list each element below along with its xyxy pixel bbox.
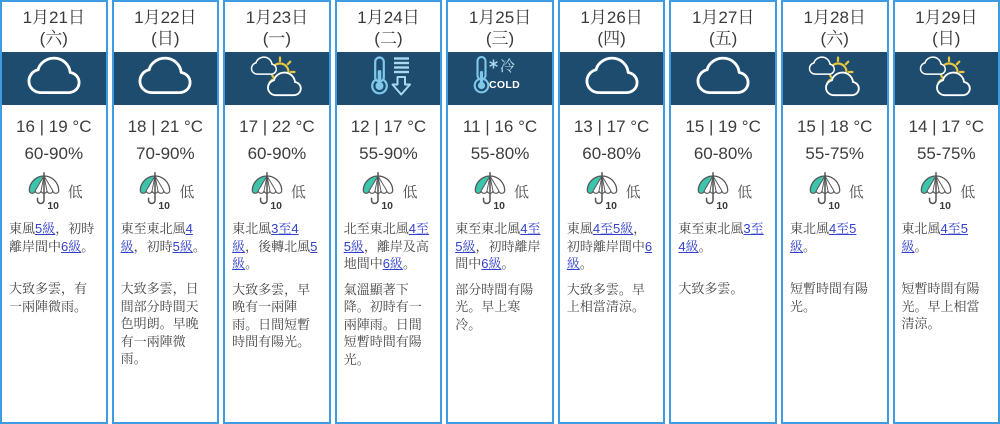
wind-text-segment: 。 — [402, 256, 416, 272]
umbrella-psr-icon — [694, 170, 732, 212]
psr-level-label: 低 — [737, 183, 753, 201]
sun-behind-clouds-icon — [915, 53, 977, 99]
wind-text-segment: 東至東北風 — [455, 221, 521, 236]
wind-text-segment: 。 — [698, 238, 712, 254]
psr-level-label: 低 — [290, 183, 306, 201]
date-label: 1月23日 — [245, 8, 309, 27]
date-label: 1月27日 — [691, 8, 755, 27]
weather-description: 大致多雲，日間部分時間天色明朗。早晚有一兩陣微雨。 — [120, 281, 199, 367]
wind-force-link[interactable]: 4至5級 — [592, 221, 634, 236]
wind-text-segment: ，後轉北風 — [245, 238, 311, 254]
wind-force-link[interactable]: 6級 — [481, 256, 502, 272]
rain-probability-row — [671, 170, 775, 212]
date-label: 1月24日 — [357, 8, 420, 27]
temperature-range: 12 | 17 °C — [350, 117, 427, 136]
weather-description: 氣溫顯著下降。初時有一兩陣雨。日間短暫時間有陽光。 — [343, 281, 422, 367]
wind-force-link[interactable]: 5級 — [35, 221, 56, 236]
weather-icon-slot — [359, 55, 417, 102]
down-arrow-icon — [393, 77, 411, 95]
sun-behind-clouds-icon — [246, 53, 308, 99]
forecast-day-card — [893, 0, 1000, 424]
wind-text-segment: 東北風 — [901, 221, 941, 236]
weather-description: 大致多雲。早上相當清涼。 — [566, 281, 645, 315]
weather-icon-band — [448, 52, 552, 105]
umbrella-psr-icon — [471, 170, 509, 212]
wind-text-segment: 東北風 — [232, 221, 272, 236]
psr-level-label: 低 — [625, 183, 641, 201]
wind-forecast-text — [121, 220, 211, 272]
cloudy-icon — [584, 55, 640, 97]
psr-level-label: 低 — [960, 183, 976, 201]
sun-behind-clouds-icon — [804, 53, 866, 99]
wind-text-segment: ，初時離岸間中 — [9, 221, 95, 254]
psr-level-label: 低 — [179, 183, 195, 201]
humidity-range: 60-80% — [693, 144, 753, 163]
weekday-label: (四) — [597, 29, 626, 48]
wind-text-segment: 東北風 — [789, 221, 829, 236]
weather-icon-band — [114, 52, 218, 105]
weather-description: 短暫時間有陽光。 — [789, 281, 868, 314]
umbrella-psr-icon — [359, 170, 397, 212]
weather-description: 短暫時間有陽光。早上相當清涼。 — [901, 281, 980, 332]
psr-level-label: 低 — [514, 183, 530, 201]
wind-forecast-text — [232, 220, 322, 273]
card-date-header — [337, 2, 441, 52]
wind-force-link[interactable]: 4至5級 — [455, 221, 541, 254]
wind-force-link[interactable]: 3至4級 — [678, 221, 764, 254]
card-date-header — [560, 2, 664, 52]
weekday-label: (一) — [262, 29, 292, 48]
wind-force-link[interactable]: 5級 — [232, 238, 318, 272]
forecast-day-card — [669, 0, 777, 424]
humidity-range: 55-75% — [916, 144, 976, 163]
date-label: 1月26日 — [580, 8, 643, 27]
umbrella-number-label: 10 — [828, 201, 840, 212]
date-label: 1月29日 — [915, 8, 978, 27]
wind-text-segment: 。 — [802, 238, 816, 254]
humidity-range: 60-80% — [582, 144, 641, 163]
weather-icon-slot — [137, 55, 193, 102]
date-label: 1月22日 — [134, 8, 197, 27]
rain-probability-row — [337, 170, 441, 212]
card-date-header — [2, 2, 106, 52]
weather-description: 大致多雲，有一兩陣微雨。 — [9, 281, 88, 314]
psr-level-label: 低 — [67, 183, 83, 201]
temperature-range: 13 | 17 °C — [573, 117, 650, 136]
wind-force-link[interactable]: 5級 — [172, 238, 193, 254]
psr-level-label: 低 — [848, 183, 864, 201]
weather-icon-band — [2, 52, 106, 105]
weather-description: 大致多雲。 — [678, 281, 744, 296]
forecast-day-card — [781, 0, 889, 424]
weather-icon-slot — [584, 55, 640, 102]
temperature-range: 17 | 22 °C — [239, 117, 315, 136]
temperature-range: 15 | 18 °C — [796, 117, 873, 136]
cold-label-zh: 冷 — [500, 58, 516, 75]
weather-description: 大致多雲，早晚有一兩陣雨。日間短暫時間有陽光。 — [232, 281, 311, 350]
wind-force-link[interactable]: 4級 — [120, 221, 193, 254]
wind-force-link[interactable]: 6級 — [566, 238, 653, 272]
forecast-day-card — [446, 0, 554, 424]
weather-icon-slot — [26, 55, 82, 102]
snowflake-icon — [490, 60, 498, 69]
card-date-header — [783, 2, 887, 52]
wind-text-segment: 。 — [245, 256, 259, 272]
weather-icon-slot — [246, 53, 308, 104]
weather-icon-slot — [915, 53, 977, 104]
wind-forecast-text — [678, 220, 768, 272]
wind-forecast-text — [902, 220, 992, 272]
cloudy-icon — [26, 55, 82, 97]
temperature-range: 14 | 17 °C — [908, 117, 985, 136]
umbrella-psr-icon — [806, 170, 844, 212]
wind-forecast-text — [567, 220, 657, 273]
wind-text-segment: 東風 — [9, 221, 36, 236]
wind-forecast-text — [455, 220, 545, 273]
cold-label-en: COLD — [489, 79, 520, 91]
weather-icon-slot — [695, 55, 751, 102]
temperature-drop-icon — [359, 55, 417, 97]
temperature-range: 15 | 19 °C — [685, 117, 761, 136]
wind-text-segment: 。 — [501, 256, 515, 272]
weekday-label: (日) — [151, 29, 180, 48]
rain-probability-row — [895, 170, 999, 212]
wind-text-segment: 。 — [192, 238, 206, 254]
weekday-label: (六) — [820, 29, 849, 48]
wind-forecast-text — [344, 220, 434, 273]
cloudy-icon — [137, 55, 193, 97]
wind-forecast-text — [9, 220, 99, 272]
umbrella-number-label: 10 — [939, 201, 952, 212]
rain-probability-row — [225, 170, 329, 212]
umbrella-number-label: 10 — [604, 201, 617, 212]
date-label: 1月21日 — [22, 8, 85, 27]
forecast-day-card — [112, 0, 220, 424]
wind-force-link[interactable]: 3至4級 — [232, 221, 299, 254]
forecast-day-card — [558, 0, 666, 424]
card-date-header — [448, 2, 552, 52]
wind-text-segment: ，離岸及高地間中 — [343, 238, 429, 272]
umbrella-psr-icon — [248, 170, 286, 212]
wind-text-segment: 。 — [81, 238, 95, 254]
weather-icon-band — [225, 52, 329, 105]
weather-icon-slot — [468, 54, 532, 103]
temperature-range: 16 | 19 °C — [16, 117, 92, 136]
date-label: 1月25日 — [468, 8, 532, 27]
date-label: 1月28日 — [803, 8, 866, 27]
weekday-label: (五) — [708, 29, 738, 48]
weather-icon-band — [337, 52, 441, 105]
weather-icon-band — [783, 52, 887, 105]
falling-lines-icon — [394, 59, 409, 73]
temperature-range: 11 | 16 °C — [462, 117, 538, 136]
umbrella-psr-icon — [136, 170, 174, 212]
wind-text-segment: ，初時離岸間中 — [566, 221, 647, 254]
card-date-header — [671, 2, 775, 52]
wind-forecast-text — [790, 220, 880, 272]
card-date-header — [225, 2, 329, 52]
wind-force-link[interactable]: 6級 — [382, 256, 403, 272]
weekday-label: (三) — [485, 29, 515, 48]
weekday-label: (二) — [374, 29, 403, 48]
rain-probability-row — [448, 170, 552, 212]
psr-level-label: 低 — [402, 183, 418, 201]
wind-force-link[interactable]: 4至5級 — [789, 221, 857, 254]
small-cloud-icon — [251, 57, 276, 74]
umbrella-number-label: 10 — [716, 201, 729, 212]
cold-warning-icon — [468, 54, 532, 98]
weather-icon-slot — [804, 53, 866, 104]
cloudy-icon — [695, 55, 751, 97]
wind-force-link[interactable]: 6級 — [61, 238, 82, 254]
weekday-label: (六) — [39, 29, 68, 48]
weather-description: 部分時間有陽光。早上寒冷。 — [455, 281, 534, 332]
card-date-header — [895, 2, 999, 52]
weather-icon-band — [671, 52, 775, 105]
humidity-range: 70-90% — [136, 144, 195, 163]
wind-text-segment: ，初時離岸間中 — [455, 238, 541, 272]
umbrella-number-label: 10 — [158, 201, 171, 212]
humidity-range: 55-80% — [470, 144, 530, 163]
rain-probability-row — [783, 170, 887, 212]
umbrella-number-label: 10 — [381, 201, 394, 212]
humidity-range: 55-90% — [359, 144, 418, 163]
small-cloud-icon — [921, 57, 946, 74]
weekday-label: (日) — [932, 29, 961, 48]
wind-text-segment: 。 — [914, 238, 928, 254]
card-date-header — [114, 2, 218, 52]
small-cloud-icon — [809, 57, 834, 74]
umbrella-psr-icon — [917, 170, 955, 212]
umbrella-number-label: 10 — [47, 201, 59, 212]
humidity-range: 60-90% — [247, 144, 307, 163]
wind-text-segment: 東風 — [566, 221, 593, 236]
wind-text-segment: ，初時 — [133, 238, 173, 254]
rain-probability-row — [2, 170, 106, 212]
rain-probability-row — [114, 170, 218, 212]
humidity-range: 55-75% — [805, 144, 865, 163]
umbrella-number-label: 10 — [270, 201, 282, 212]
wind-text-segment: 東至東北風 — [120, 221, 186, 236]
umbrella-number-label: 10 — [493, 201, 505, 212]
umbrella-psr-icon — [25, 170, 63, 212]
forecast-day-card — [335, 0, 443, 424]
forecast-day-card — [0, 0, 108, 424]
wind-text-segment: 東至東北風 — [678, 221, 744, 236]
temperature-range: 18 | 21 °C — [127, 117, 204, 136]
forecast-day-card — [223, 0, 331, 424]
humidity-range: 60-90% — [24, 144, 84, 163]
wind-force-link[interactable]: 4至5級 — [343, 221, 429, 254]
umbrella-psr-icon — [583, 170, 621, 212]
weather-icon-band — [895, 52, 999, 105]
wind-text-segment: 北至東北風 — [343, 221, 409, 236]
wind-force-link[interactable]: 4至5級 — [901, 221, 968, 254]
wind-text-segment: 。 — [579, 256, 593, 272]
weather-icon-band — [560, 52, 664, 105]
rain-probability-row — [560, 170, 664, 212]
